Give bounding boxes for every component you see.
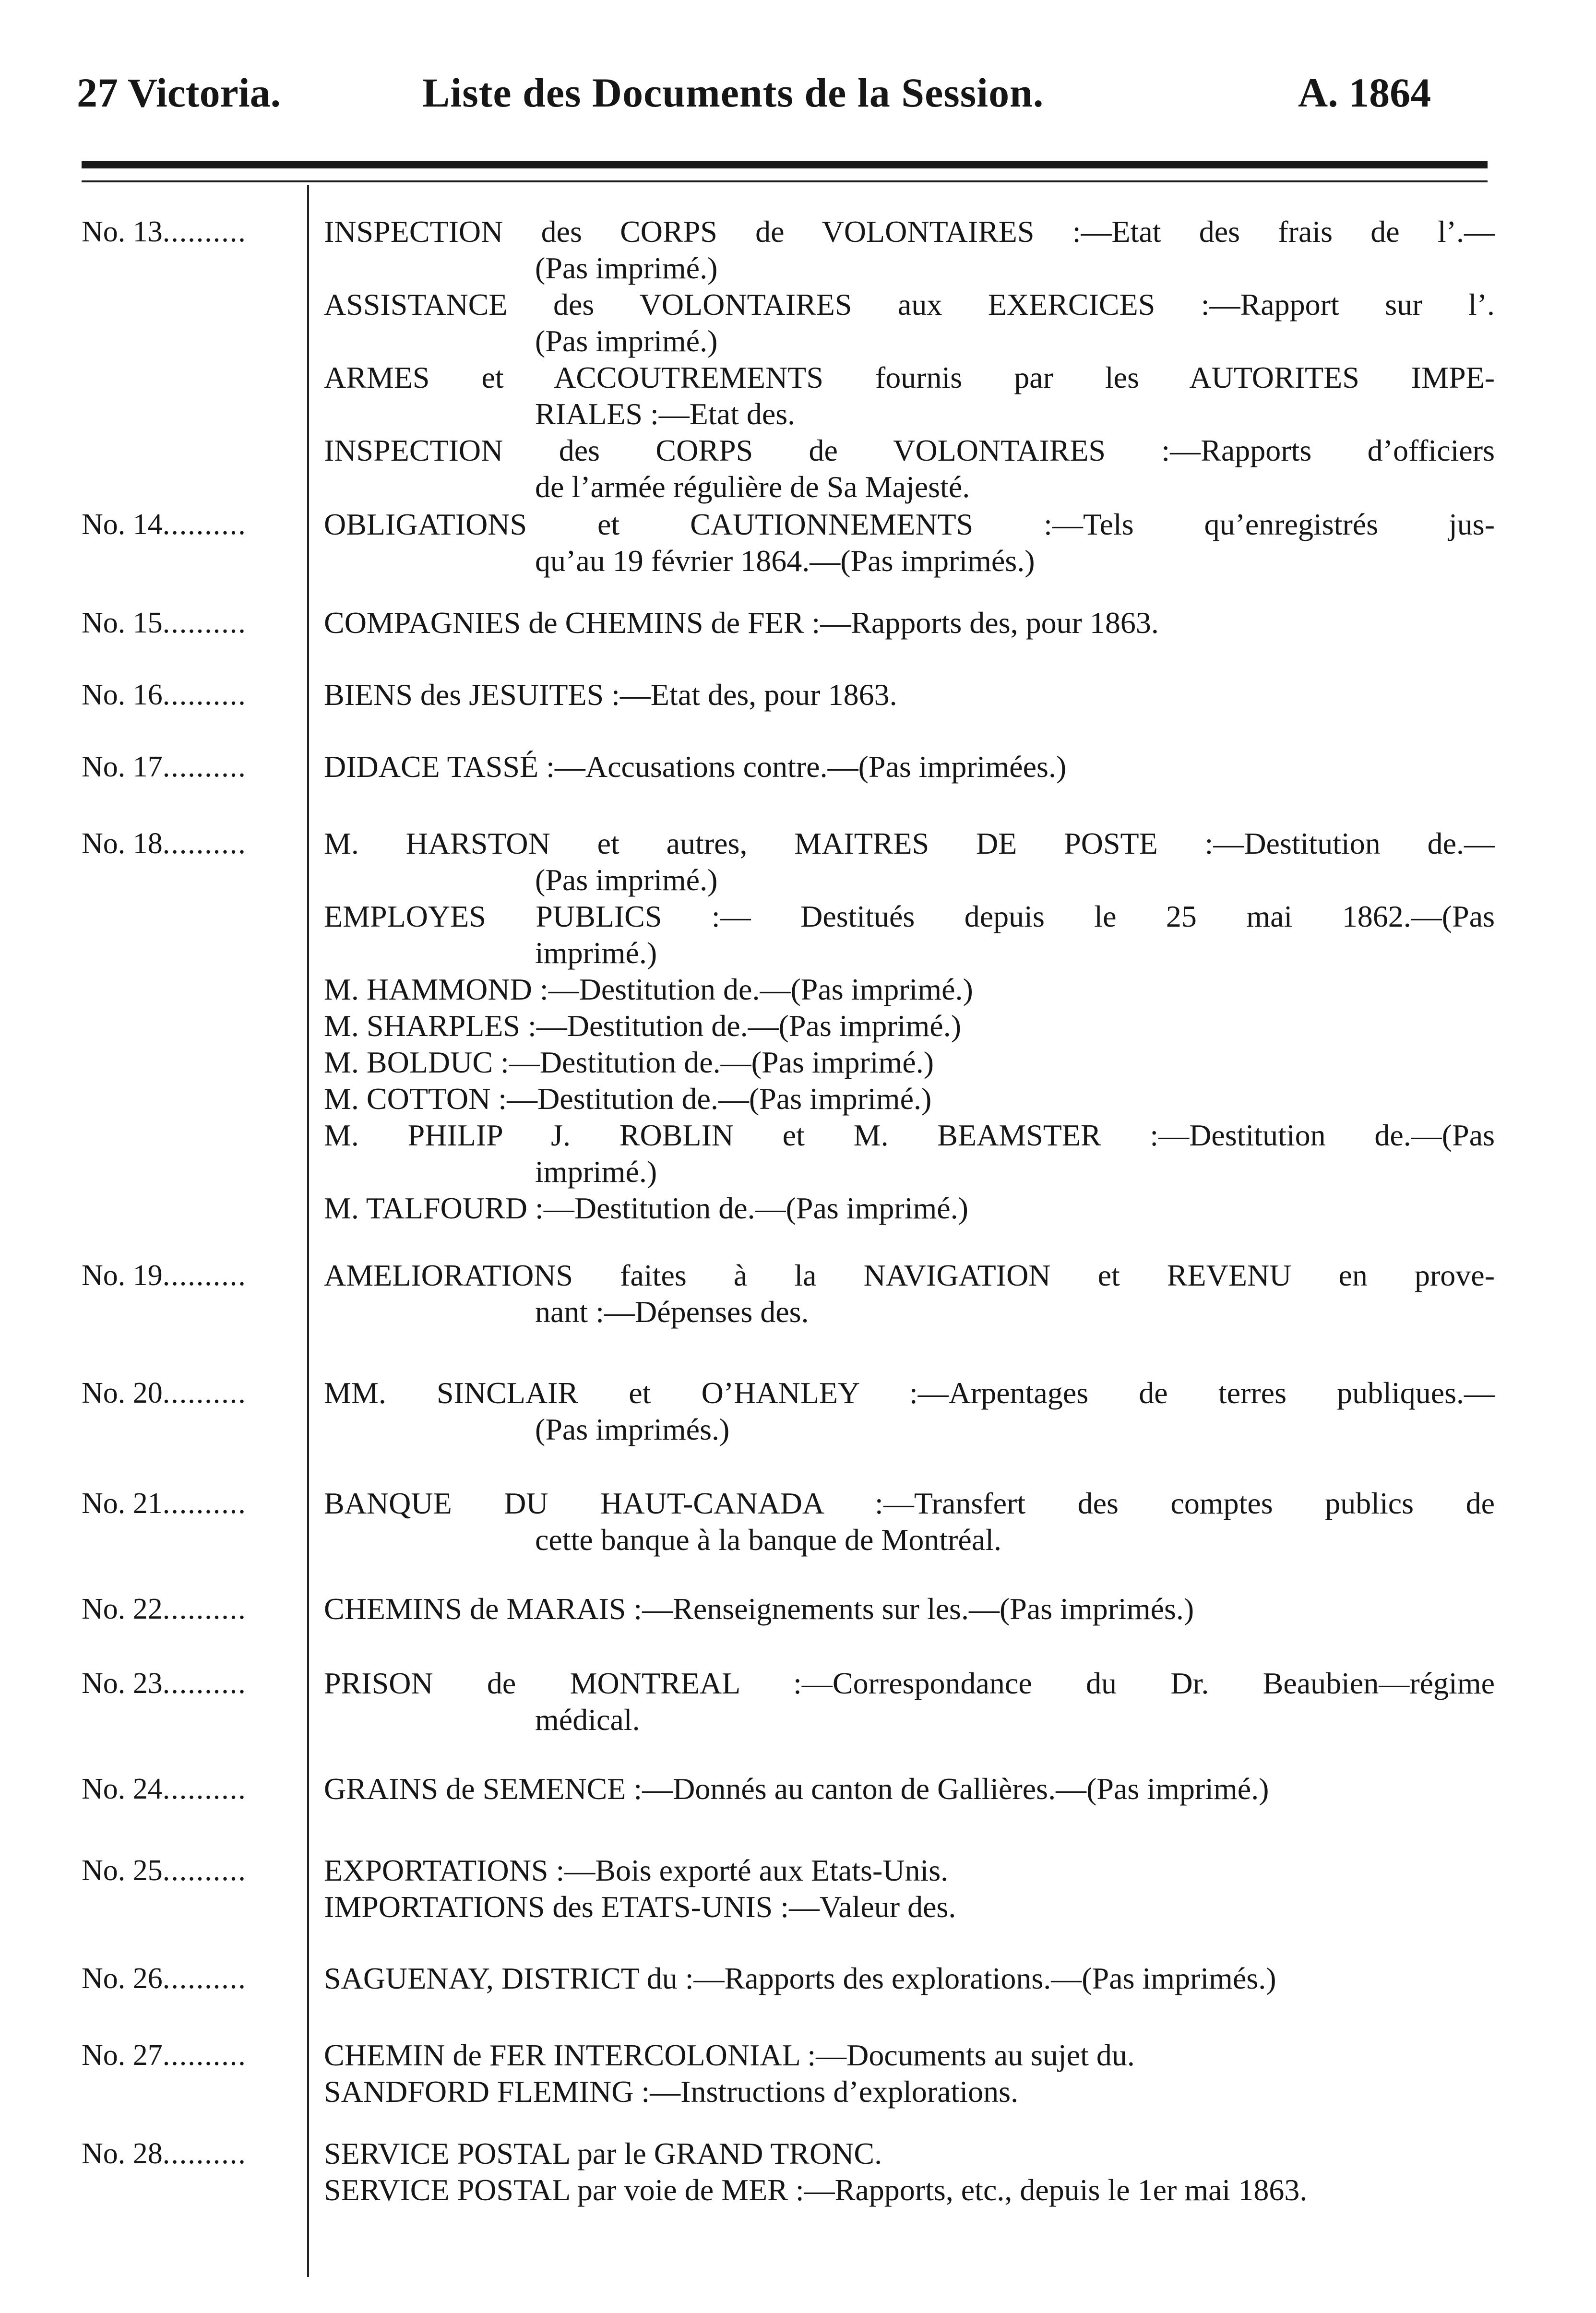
document-title-line: M. TALFOURD :—Destitution de.—(Pas imprimé.)	[324, 1191, 968, 1225]
dot-leader: ..........	[162, 1487, 247, 1520]
entry-number	[82, 1485, 322, 1522]
document-title-line: AMELIORATIONS faites à la NAVIGATION et REVENU en prove-	[324, 1258, 1495, 1292]
document-title	[324, 1190, 1495, 1227]
entry-number	[82, 1591, 322, 1627]
document-title-line: SAGUENAY, DISTRICT du :—Rapports des explorations.—(Pas imprimés.)	[324, 1961, 1276, 1995]
entry-items	[324, 605, 1495, 641]
document-title	[324, 1485, 1495, 1558]
entry-number-label: No. 20	[82, 1377, 163, 1409]
document-title-continuation: (Pas imprimé.)	[535, 251, 718, 285]
entry-number	[82, 1257, 322, 1294]
document-title-line: MM. SINCLAIR et O’HANLEY :—Arpentages de terres publiques.—	[324, 1376, 1495, 1410]
dot-leader: ..........	[162, 508, 247, 541]
document-title	[324, 1044, 1495, 1081]
document-title	[324, 1960, 1495, 1997]
document-title	[324, 432, 1495, 505]
entry-items	[324, 1257, 1495, 1330]
document-title-line: ARMES et ACCOUTREMENTS fournis par les AUTORITES IMPE-	[324, 360, 1495, 394]
document-title	[324, 825, 1495, 898]
entry-items	[324, 1485, 1495, 1558]
document-title-line: SERVICE POSTAL par le GRAND TRONC.	[324, 2136, 882, 2170]
document-title	[324, 1771, 1495, 1807]
entry-number-label: No. 15	[82, 607, 163, 639]
dot-leader: ..........	[162, 1259, 247, 1292]
entry-number	[82, 749, 322, 785]
entry-items	[324, 2037, 1495, 2110]
document-title-continuation: imprimé.)	[535, 1155, 657, 1189]
entry-number	[82, 1771, 322, 1807]
entry-items	[324, 749, 1495, 785]
document-title-line: M. HAMMOND :—Destitution de.—(Pas imprimé.)	[324, 972, 973, 1006]
entry-items	[324, 1665, 1495, 1738]
entry-number-label: No. 28	[82, 2137, 163, 2170]
dot-leader: ..........	[162, 827, 247, 860]
document-title	[324, 898, 1495, 971]
entry-number-label: No. 17	[82, 751, 163, 783]
document-title-line: CHEMIN de FER INTERCOLONIAL :—Documents au sujet du.	[324, 2038, 1135, 2072]
document-title	[324, 1375, 1495, 1448]
entry-number	[82, 214, 322, 250]
document-title	[324, 214, 1495, 286]
document-title-line: PRISON de MONTREAL :—Correspondance du Dr. Beaubien—régime	[324, 1666, 1495, 1700]
entry-number-label: No. 27	[82, 2039, 163, 2072]
entry-number	[82, 2037, 322, 2074]
document-title-line: ASSISTANCE des VOLONTAIRES aux EXERCICES :—Rapport sur l’.	[324, 287, 1495, 322]
document-title-continuation: nant :—Dépenses des.	[535, 1295, 809, 1329]
entry-number	[82, 825, 322, 862]
dot-leader: ..........	[162, 2137, 247, 2170]
entry-items	[324, 677, 1495, 713]
document-title-line: EXPORTATIONS :—Bois exporté aux Etats-Unis.	[324, 1853, 949, 1887]
document-title-line: CHEMINS de MARAIS :—Renseignements sur les.—(Pas imprimés.)	[324, 1592, 1194, 1626]
header-rule-thick	[82, 161, 1488, 168]
document-title-line: EMPLOYES PUBLICS :— Destitués depuis le 25 mai 1862.—(Pas	[324, 899, 1495, 933]
document-title-continuation: imprimé.)	[535, 936, 657, 970]
dot-leader: ..........	[162, 1593, 247, 1625]
running-head-title: Liste des Documents de la Session.	[422, 70, 1044, 116]
document-title-line: OBLIGATIONS et CAUTIONNEMENTS :—Tels qu’enregistrés jus-	[324, 507, 1495, 541]
entry-number-label: No. 23	[82, 1667, 163, 1700]
dot-leader: ..........	[162, 1854, 247, 1887]
document-title-line: IMPORTATIONS des ETATS-UNIS :—Valeur des.	[324, 1890, 956, 1924]
document-title-line: COMPAGNIES de CHEMINS de FER :—Rapports des, pour 1863.	[324, 606, 1159, 640]
entry-number	[82, 2135, 322, 2172]
document-title-continuation: qu’au 19 février 1864.—(Pas imprimés.)	[535, 544, 1035, 578]
document-title	[324, 1117, 1495, 1190]
entry-number	[82, 1960, 322, 1997]
document-title	[324, 2074, 1495, 2110]
document-title-line: M. PHILIP J. ROBLIN et M. BEAMSTER :—Destitution de.—(Pas	[324, 1118, 1495, 1152]
entry-items	[324, 1960, 1495, 1997]
document-title-line: INSPECTION des CORPS de VOLONTAIRES :—Etat des frais de l’.—	[324, 215, 1495, 249]
document-title	[324, 2135, 1495, 2172]
document-title	[324, 506, 1495, 579]
dot-leader: ..........	[162, 2039, 247, 2072]
document-title-continuation: de l’armée régulière de Sa Majesté.	[535, 470, 970, 504]
entry-number-label: No. 21	[82, 1487, 163, 1520]
document-title	[324, 749, 1495, 785]
document-title	[324, 1852, 1495, 1889]
dot-leader: ..........	[162, 1667, 247, 1700]
entry-number-label: No. 16	[82, 679, 163, 711]
dot-leader: ..........	[162, 1377, 247, 1409]
dot-leader: ..........	[162, 679, 247, 711]
document-title-continuation: (Pas imprimé.)	[535, 324, 718, 358]
entry-items	[324, 506, 1495, 579]
entry-number-label: No. 24	[82, 1773, 163, 1805]
entry-number	[82, 506, 322, 543]
entry-number-label: No. 26	[82, 1962, 163, 1995]
entry-number	[82, 677, 322, 713]
entry-items	[324, 2135, 1495, 2208]
entry-number-label: No. 13	[82, 215, 163, 248]
document-title-line: BANQUE DU HAUT-CANADA :—Transfert des comptes publics de	[324, 1486, 1495, 1520]
document-title	[324, 286, 1495, 359]
dot-leader: ..........	[162, 1962, 247, 1995]
document-title	[324, 2037, 1495, 2074]
entry-items	[324, 1852, 1495, 1925]
entry-number-label: No. 18	[82, 827, 163, 860]
entry-number	[82, 605, 322, 641]
entry-number	[82, 1665, 322, 1702]
document-title	[324, 1665, 1495, 1738]
entry-number	[82, 1852, 322, 1889]
entry-number	[82, 1375, 322, 1411]
document-title-line: M. COTTON :—Destitution de.—(Pas imprimé.)	[324, 1082, 932, 1116]
document-title-line: SANDFORD FLEMING :—Instructions d’explorations.	[324, 2075, 1019, 2109]
dot-leader: ..........	[162, 607, 247, 639]
entry-number-label: No. 19	[82, 1259, 163, 1292]
document-title	[324, 1008, 1495, 1044]
document-title	[324, 1257, 1495, 1330]
document-title	[324, 1889, 1495, 1925]
document-title-line: M. BOLDUC :—Destitution de.—(Pas imprimé.)	[324, 1045, 934, 1079]
entry-items	[324, 1375, 1495, 1448]
document-title-line: INSPECTION des CORPS de VOLONTAIRES :—Rapports d’officiers	[324, 433, 1495, 467]
entry-number-label: No. 25	[82, 1854, 163, 1887]
document-title-line: M. SHARPLES :—Destitution de.—(Pas imprimé.)	[324, 1009, 961, 1043]
document-title	[324, 605, 1495, 641]
document-title-continuation: cette banque à la banque de Montréal.	[535, 1523, 1001, 1557]
document-title-line: M. HARSTON et autres, MAITRES DE POSTE :—Destitution de.—	[324, 826, 1495, 860]
entry-number-label: No. 22	[82, 1593, 163, 1625]
document-title	[324, 359, 1495, 432]
document-title-line: SERVICE POSTAL par voie de MER :—Rapports, etc., depuis le 1er mai 1863.	[324, 2173, 1308, 2207]
dot-leader: ..........	[162, 1773, 247, 1805]
running-head-year: A. 1864	[1298, 70, 1431, 116]
entry-items	[324, 1591, 1495, 1627]
header-rule-thin	[82, 180, 1488, 182]
document-title	[324, 2172, 1495, 2208]
document-title-line: GRAINS de SEMENCE :—Donnés au canton de Gallières.—(Pas imprimé.)	[324, 1772, 1269, 1806]
entry-items	[324, 214, 1495, 505]
document-title	[324, 1081, 1495, 1117]
entry-number-label: No. 14	[82, 508, 163, 541]
entry-items	[324, 1771, 1495, 1807]
document-title	[324, 677, 1495, 713]
dot-leader: ..........	[162, 215, 247, 248]
document-title	[324, 1591, 1495, 1627]
document-title-continuation: RIALES :—Etat des.	[535, 397, 796, 431]
entry-items	[324, 825, 1495, 1227]
dot-leader: ..........	[162, 751, 247, 783]
document-title-line: BIENS des JESUITES :—Etat des, pour 1863.	[324, 678, 897, 712]
document-title-line: DIDACE TASSÉ :—Accusations contre.—(Pas imprimées.)	[324, 750, 1067, 784]
running-head-regnal-year: 27 Victoria.	[77, 70, 281, 116]
document-title-continuation: médical.	[535, 1703, 640, 1737]
document-title-continuation: (Pas imprimés.)	[535, 1412, 730, 1446]
document-title-continuation: (Pas imprimé.)	[535, 863, 718, 897]
document-title	[324, 971, 1495, 1008]
